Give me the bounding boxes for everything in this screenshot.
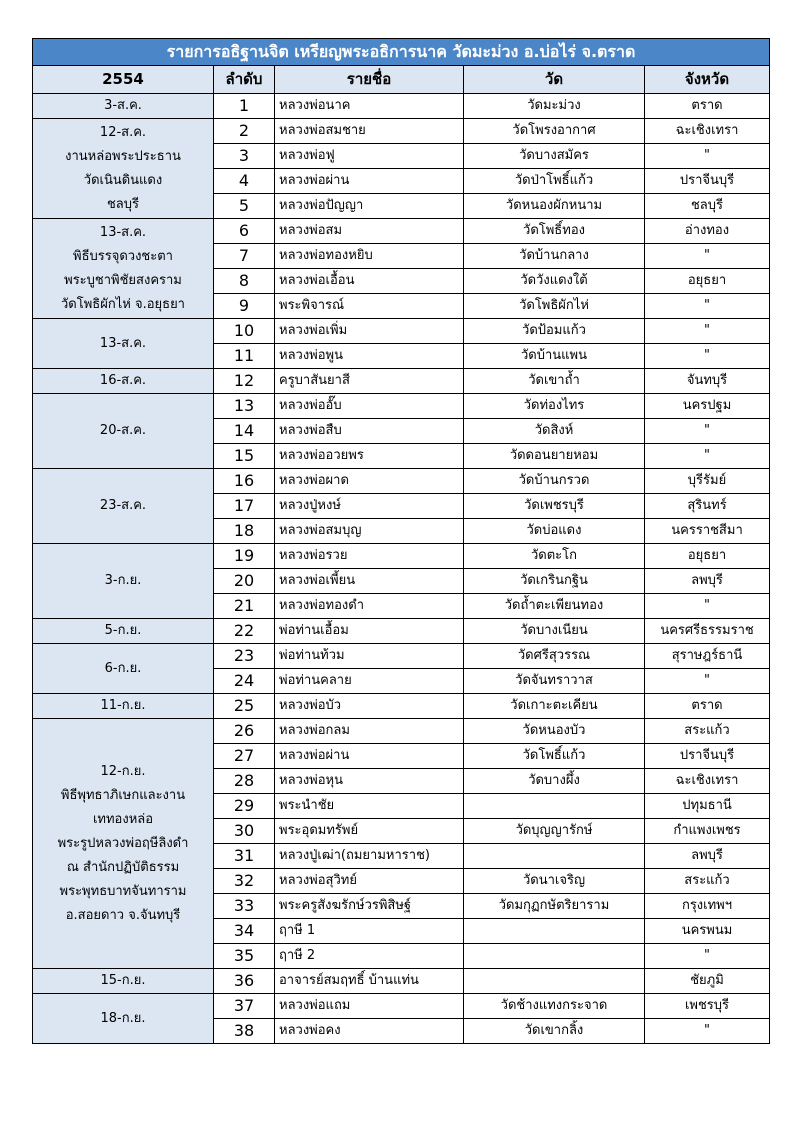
name-cell: หลวงพ่อผาด xyxy=(275,469,464,494)
table-row xyxy=(33,694,770,719)
temple-cell: วัดบ่อแดง xyxy=(464,519,645,544)
province-cell: " xyxy=(645,669,770,694)
temple-cell xyxy=(464,969,645,994)
temple-cell: วัดตะโก xyxy=(464,544,645,569)
order-cell: 29 xyxy=(214,794,275,819)
province-cell: ปราจีนบุรี xyxy=(645,169,770,194)
table-row xyxy=(33,719,770,744)
order-cell: 38 xyxy=(214,1019,275,1044)
table-row xyxy=(33,119,770,144)
province-cell: ตราด xyxy=(645,94,770,119)
temple-cell: วัดเขาถ้ำ xyxy=(464,369,645,394)
temple-cell: วัดบุญญารักษ์ xyxy=(464,819,645,844)
order-cell: 10 xyxy=(214,319,275,344)
province-cell: ตราด xyxy=(645,694,770,719)
province-cell: " xyxy=(645,144,770,169)
province-cell: นครศรีธรรมราช xyxy=(645,619,770,644)
name-cell: ฤาษี 2 xyxy=(275,944,464,969)
date-line: พิธีพุทธาภิเษกและงาน xyxy=(60,787,186,803)
date-cell xyxy=(33,619,214,644)
temple-cell: วัดเพชรบุรี xyxy=(464,494,645,519)
province-cell: นครราชสีมา xyxy=(645,519,770,544)
temple-cell: วัดจันทราวาส xyxy=(464,669,645,694)
date-line: 5-ก.ย. xyxy=(104,623,142,638)
date-line: พระรูปหลวงพ่อฤษีลิงดำ xyxy=(57,835,189,851)
name-cell: หลวงพ่อผ่าน xyxy=(275,744,464,769)
temple-cell: วัดมะม่วง xyxy=(464,94,645,119)
date-cell xyxy=(33,544,214,619)
name-cell: หลวงพ่อหุน xyxy=(275,769,464,794)
temple-cell xyxy=(464,919,645,944)
name-cell: พระครูสังฆรักษ์วรพิสิษฐ์ xyxy=(275,894,464,919)
province-cell: เพชรบุรี xyxy=(645,994,770,1019)
table-row xyxy=(33,369,770,394)
date-line: 18-ก.ย. xyxy=(100,1010,146,1026)
name-cell: พ่อท่านคลาย xyxy=(275,669,464,694)
province-cell: " xyxy=(645,344,770,369)
temple-cell xyxy=(464,844,645,869)
order-cell: 21 xyxy=(214,594,275,619)
order-cell: 9 xyxy=(214,294,275,319)
province-cell: ฉะเชิงเทรา xyxy=(645,769,770,794)
date-line: งานหล่อพระประธาน xyxy=(65,148,181,164)
order-cell: 16 xyxy=(214,469,275,494)
date-line: 13-ส.ค. xyxy=(99,335,147,351)
table-row xyxy=(33,544,770,569)
date-cell xyxy=(33,394,214,469)
temple-cell: วัดมกุฏกษัตริยาราม xyxy=(464,894,645,919)
date-line: ณ สำนักปฏิบัติธรรม xyxy=(66,859,180,875)
order-cell: 8 xyxy=(214,269,275,294)
order-cell: 6 xyxy=(214,219,275,244)
date-line: วัดโพธิผักไห่ จ.อยุธยา xyxy=(61,296,185,312)
header-order: ลำดับ xyxy=(214,66,275,94)
order-cell: 12 xyxy=(214,369,275,394)
order-cell: 37 xyxy=(214,994,275,1019)
date-line: 11-ก.ย. xyxy=(100,698,146,713)
order-cell: 2 xyxy=(214,119,275,144)
name-cell: หลวงพ่ออั๊บ xyxy=(275,394,464,419)
order-cell: 17 xyxy=(214,494,275,519)
date-line: 15-ก.ย. xyxy=(100,973,146,988)
table-title: รายการอธิฐานจิต เหรียญพระอธิการนาค วัดมะม่วง อ.บ่อไร่ จ.ตราด xyxy=(33,39,770,66)
table-row xyxy=(33,644,770,669)
temple-cell: วัดโพรงอากาศ xyxy=(464,119,645,144)
order-cell: 1 xyxy=(214,94,275,119)
province-cell: สระแก้ว xyxy=(645,869,770,894)
date-cell xyxy=(33,369,214,394)
temple-cell: วัดบางผึ้ง xyxy=(464,769,645,794)
temple-cell: วัดบางสมัคร xyxy=(464,144,645,169)
temple-cell: วัดบ้านกรวด xyxy=(464,469,645,494)
name-cell: หลวงพ่อแถม xyxy=(275,994,464,1019)
province-cell: นครปฐม xyxy=(645,394,770,419)
order-cell: 27 xyxy=(214,744,275,769)
name-cell: อาจารย์สมฤทธิ์ บ้านแท่น xyxy=(275,969,464,994)
name-cell: ฤาษี 1 xyxy=(275,919,464,944)
date-cell xyxy=(33,219,214,319)
order-cell: 28 xyxy=(214,769,275,794)
temple-cell: วัดป้อมแก้ว xyxy=(464,319,645,344)
temple-cell: วัดดอนยายหอม xyxy=(464,444,645,469)
temple-cell: วัดเกาะตะเคียน xyxy=(464,694,645,719)
table-row xyxy=(33,319,770,344)
date-line: พระบูชาพิชัยสงคราม xyxy=(64,272,182,288)
table-row xyxy=(33,994,770,1019)
province-cell: " xyxy=(645,319,770,344)
order-cell: 32 xyxy=(214,869,275,894)
order-cell: 13 xyxy=(214,394,275,419)
temple-cell: วัดโพธิผักไห่ xyxy=(464,294,645,319)
province-cell: " xyxy=(645,944,770,969)
name-cell: หลวงพ่อนาค xyxy=(275,94,464,119)
name-cell: หลวงพ่อสุวิทย์ xyxy=(275,869,464,894)
order-cell: 31 xyxy=(214,844,275,869)
province-cell: สระแก้ว xyxy=(645,719,770,744)
name-cell: หลวงพ่อฟู xyxy=(275,144,464,169)
header-province: จังหวัด xyxy=(645,66,770,94)
date-cell xyxy=(33,719,214,969)
province-cell: ชัยภูมิ xyxy=(645,969,770,994)
table-row xyxy=(33,394,770,419)
name-cell: พ่อท่านเอื้อม xyxy=(275,619,464,644)
province-cell: อ่างทอง xyxy=(645,219,770,244)
date-line: อ.สอยดาว จ.จันทบุรี xyxy=(65,907,181,923)
province-cell: กรุงเทพฯ xyxy=(645,894,770,919)
province-cell: ปราจีนบุรี xyxy=(645,744,770,769)
name-cell: หลวงพ่อเพิ่ม xyxy=(275,319,464,344)
name-cell: พระพิจารณ์ xyxy=(275,294,464,319)
temple-cell: วัดบ้านแพน xyxy=(464,344,645,369)
date-line: 3-ส.ค. xyxy=(104,98,142,113)
province-cell: บุรีรัมย์ xyxy=(645,469,770,494)
province-cell: นครพนม xyxy=(645,919,770,944)
order-cell: 18 xyxy=(214,519,275,544)
temple-cell: วัดศรีสุวรรณ xyxy=(464,644,645,669)
ceremony-table xyxy=(32,38,770,1044)
date-line: 12-ก.ย. xyxy=(100,763,146,779)
table-row xyxy=(33,969,770,994)
order-cell: 33 xyxy=(214,894,275,919)
order-cell: 20 xyxy=(214,569,275,594)
date-line: 16-ส.ค. xyxy=(99,373,147,388)
date-line: เททองหล่อ xyxy=(92,811,154,827)
name-cell: หลวงพ่อรวย xyxy=(275,544,464,569)
date-line: ชลบุรี xyxy=(106,196,140,212)
name-cell: หลวงพ่อปัญญา xyxy=(275,194,464,219)
order-cell: 35 xyxy=(214,944,275,969)
date-line: 13-ส.ค. xyxy=(99,224,147,240)
date-cell xyxy=(33,119,214,219)
header-name: รายชื่อ xyxy=(275,66,464,94)
temple-cell: วัดป่าโพธิ์แก้ว xyxy=(464,169,645,194)
name-cell: หลวงพ่ออวยพร xyxy=(275,444,464,469)
order-cell: 3 xyxy=(214,144,275,169)
temple-cell: วัดหนองบัว xyxy=(464,719,645,744)
province-cell: กำแพงเพชร xyxy=(645,819,770,844)
name-cell: หลวงปู่เฒ่า(ถมยามหาราช) xyxy=(275,844,464,869)
date-line: 3-ก.ย. xyxy=(104,573,142,588)
temple-cell: วัดนาเจริญ xyxy=(464,869,645,894)
date-cell xyxy=(33,969,214,994)
date-cell xyxy=(33,469,214,544)
temple-cell: วัดวังแดงใต้ xyxy=(464,269,645,294)
temple-cell: วัดโพธิ์แก้ว xyxy=(464,744,645,769)
province-cell: จันทบุรี xyxy=(645,369,770,394)
temple-cell: วัดโพธิ์ทอง xyxy=(464,219,645,244)
province-cell: " xyxy=(645,1019,770,1044)
order-cell: 23 xyxy=(214,644,275,669)
name-cell: หลวงพ่อสืบ xyxy=(275,419,464,444)
name-cell: หลวงพ่อพูน xyxy=(275,344,464,369)
province-cell: " xyxy=(645,294,770,319)
name-cell: ครูบาสันยาสี xyxy=(275,369,464,394)
name-cell: หลวงพ่อเอื้อน xyxy=(275,269,464,294)
province-cell: อยุธยา xyxy=(645,544,770,569)
province-cell: อยุธยา xyxy=(645,269,770,294)
province-cell: " xyxy=(645,244,770,269)
order-cell: 25 xyxy=(214,694,275,719)
temple-cell xyxy=(464,944,645,969)
province-cell: ลพบุรี xyxy=(645,569,770,594)
date-line: 12-ส.ค. xyxy=(99,124,147,140)
name-cell: หลวงพ่อทองหยิบ xyxy=(275,244,464,269)
order-cell: 22 xyxy=(214,619,275,644)
date-line: วัดเนินดินแดง xyxy=(83,172,163,188)
table-row xyxy=(33,469,770,494)
province-cell: ปทุมธานี xyxy=(645,794,770,819)
date-cell xyxy=(33,94,214,119)
date-cell xyxy=(33,994,214,1044)
order-cell: 5 xyxy=(214,194,275,219)
temple-cell: วัดช้างแทงกระจาด xyxy=(464,994,645,1019)
temple-cell: วัดเขากลิ้ง xyxy=(464,1019,645,1044)
name-cell: หลวงปู่หงษ์ xyxy=(275,494,464,519)
province-cell: " xyxy=(645,444,770,469)
name-cell: หลวงพ่อกลม xyxy=(275,719,464,744)
date-line: 23-ส.ค. xyxy=(99,498,147,513)
order-cell: 30 xyxy=(214,819,275,844)
date-line: 20-ส.ค. xyxy=(99,423,147,438)
temple-cell: วัดบางเนียน xyxy=(464,619,645,644)
temple-cell: วัดถ้ำตะเพียนทอง xyxy=(464,594,645,619)
date-line: พิธีบรรจุดวงชะตา xyxy=(73,248,173,264)
province-cell: ฉะเชิงเทรา xyxy=(645,119,770,144)
header-row xyxy=(33,66,770,94)
name-cell: หลวงพ่อเพี้ยน xyxy=(275,569,464,594)
ceremony-list-sheet xyxy=(32,38,769,1044)
name-cell: พระอุดมทรัพย์ xyxy=(275,819,464,844)
order-cell: 24 xyxy=(214,669,275,694)
order-cell: 19 xyxy=(214,544,275,569)
name-cell: หลวงพ่อผ่าน xyxy=(275,169,464,194)
temple-cell: วัดเกรินกฐิน xyxy=(464,569,645,594)
date-line: พระพุทธบาทจันทาราม xyxy=(59,883,187,899)
order-cell: 36 xyxy=(214,969,275,994)
temple-cell: วัดบ้านกลาง xyxy=(464,244,645,269)
name-cell: หลวงพ่อบัว xyxy=(275,694,464,719)
temple-cell xyxy=(464,794,645,819)
name-cell: หลวงพ่อสม xyxy=(275,219,464,244)
table-row xyxy=(33,619,770,644)
date-cell xyxy=(33,644,214,694)
table-row xyxy=(33,94,770,119)
province-cell: " xyxy=(645,419,770,444)
province-cell: สุรินทร์ xyxy=(645,494,770,519)
order-cell: 34 xyxy=(214,919,275,944)
name-cell: พ่อท่านท้วม xyxy=(275,644,464,669)
name-cell: หลวงพ่อทองดำ xyxy=(275,594,464,619)
table-row xyxy=(33,219,770,244)
name-cell: พระนำชัย xyxy=(275,794,464,819)
order-cell: 11 xyxy=(214,344,275,369)
header-temple: วัด xyxy=(464,66,645,94)
date-cell xyxy=(33,319,214,369)
name-cell: หลวงพ่อคง xyxy=(275,1019,464,1044)
date-cell xyxy=(33,694,214,719)
header-year: 2554 xyxy=(33,66,214,94)
province-cell: ลพบุรี xyxy=(645,844,770,869)
order-cell: 26 xyxy=(214,719,275,744)
order-cell: 14 xyxy=(214,419,275,444)
name-cell: หลวงพ่อสมบุญ xyxy=(275,519,464,544)
order-cell: 4 xyxy=(214,169,275,194)
province-cell: ชลบุรี xyxy=(645,194,770,219)
temple-cell: วัดท่องไทร xyxy=(464,394,645,419)
name-cell: หลวงพ่อสมชาย xyxy=(275,119,464,144)
date-line: 6-ก.ย. xyxy=(104,660,142,676)
temple-cell: วัดสิงห์ xyxy=(464,419,645,444)
temple-cell: วัดหนองผักหนาม xyxy=(464,194,645,219)
order-cell: 7 xyxy=(214,244,275,269)
order-cell: 15 xyxy=(214,444,275,469)
province-cell: " xyxy=(645,594,770,619)
province-cell: สุราษฎร์ธานี xyxy=(645,644,770,669)
